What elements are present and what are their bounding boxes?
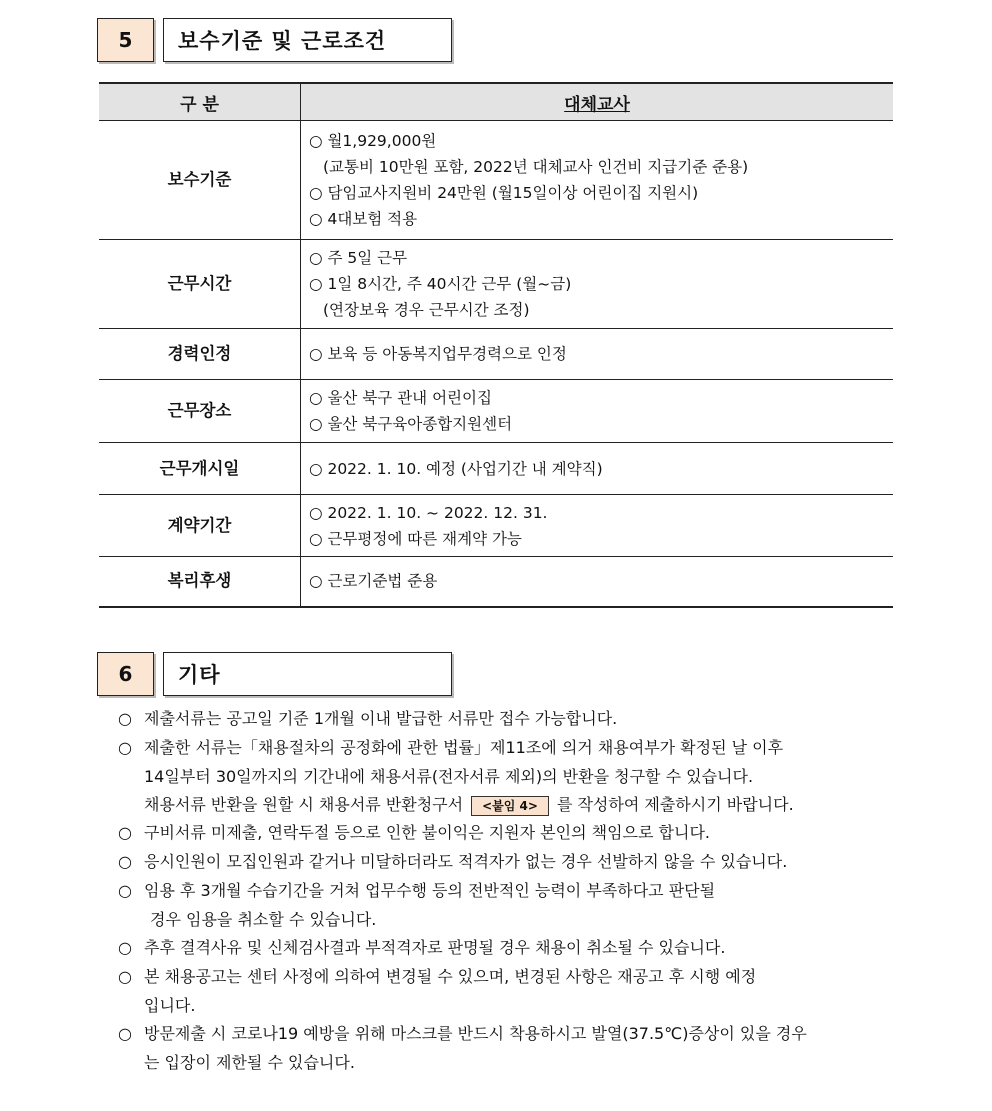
note-text: 방문제출 시 코로나19 예방을 위해 마스크를 반드시 착용하시고 발열(37.5℃)증상이 있을 경우 <box>144 1024 807 1043</box>
header-substitute-teacher: 대체교사 <box>301 83 894 121</box>
note-text: 추후 결격사유 및 신체검사결과 부적격자로 판명될 경우 채용이 취소될 수 있습니다. <box>144 938 726 957</box>
detail-line: ○ 2022. 1. 10. 예정 (사업기간 내 계약직) <box>309 459 603 478</box>
note-text: 제출한 서류는「채용절차의 공정화에 관한 법률」제11조에 의거 채용여부가 확정된 날 이후 <box>144 738 784 757</box>
conditions-table <box>99 82 893 608</box>
detail-line: ○ 월1,929,000원 <box>309 132 437 150</box>
detail-line: ○ 2022. 1. 10. ~ 2022. 12. 31. <box>309 503 548 522</box>
row-category: 근무시간 <box>99 240 301 329</box>
row-category: 계약기간 <box>99 495 301 557</box>
note-text: 본 채용공고는 센터 사정에 의하여 변경될 수 있으며, 변경된 사항은 재공고 후 시행 예정 <box>144 967 757 986</box>
detail-line: (교통비 10만원 포함, 2022년 대체교사 인건비 지급기준 준용) <box>323 158 749 176</box>
row-details <box>301 557 894 607</box>
row-category: 보수기준 <box>99 121 301 240</box>
row-details <box>301 495 894 557</box>
detail-line: ○ 1일 8시간, 주 40시간 근무 (월~금) <box>309 275 572 293</box>
note-text: 제출서류는 공고일 기준 1개월 이내 발급한 서류만 접수 가능합니다. <box>144 709 618 728</box>
note-continuation: 14일부터 30일까지의 기간내에 채용서류(전자서류 제외)의 반환을 청구할 수 있습니다. <box>144 767 754 786</box>
note-text: 임용 후 3개월 수습기간을 거쳐 업무수행 등의 전반적인 능력이 부족하다고 판단될 <box>144 881 716 900</box>
table-row <box>99 443 893 495</box>
attachment-badge: <붙임 4> <box>471 796 549 816</box>
notes-list <box>118 705 908 1077</box>
detail-line: ○ 울산 북구 관내 어린이집 <box>309 389 492 407</box>
section-number: 6 <box>97 652 154 696</box>
bullet-circle: ○ <box>118 1024 132 1043</box>
note-text: 응시인원이 모집인원과 같거나 미달하더라도 적격자가 없는 경우 선발하지 않을 수 있습니다. <box>144 852 788 871</box>
note-continuation: 는 입장이 제한될 수 있습니다. <box>144 1053 355 1072</box>
list-item <box>118 1020 908 1048</box>
bullet-circle: ○ <box>118 709 132 728</box>
bullet-circle: ○ <box>118 823 132 842</box>
row-details <box>301 380 894 443</box>
note-continuation <box>118 791 908 819</box>
detail-line: ○ 근무평정에 따른 재계약 가능 <box>309 529 522 548</box>
row-category: 복리후생 <box>99 557 301 607</box>
detail-line: ○ 근로기준법 준용 <box>309 572 438 591</box>
row-details <box>301 443 894 495</box>
section-title: 보수기준 및 근로조건 <box>163 18 452 62</box>
row-category: 근무장소 <box>99 380 301 443</box>
bullet-circle: ○ <box>118 881 132 900</box>
list-item <box>118 734 908 762</box>
bullet-circle: ○ <box>118 852 132 871</box>
list-item <box>118 934 908 962</box>
table-row <box>99 380 893 443</box>
list-item <box>118 819 908 847</box>
row-category: 경력인정 <box>99 329 301 380</box>
note-text: 구비서류 미제출, 연락두절 등으로 인한 불이익은 지원자 본인의 책임으로 합니다. <box>144 823 710 842</box>
table-row <box>99 121 893 240</box>
row-category: 근무개시일 <box>99 443 301 495</box>
note-continuation: 경우 임용을 취소할 수 있습니다. <box>150 910 377 929</box>
note-text: 를 작성하여 제출하시기 바랍니다. <box>556 795 794 814</box>
list-item <box>118 705 908 733</box>
section-title: 기타 <box>163 652 452 696</box>
table-header-row <box>99 83 893 121</box>
detail-line: ○ 울산 북구육아종합지원센터 <box>309 415 513 433</box>
section-number: 5 <box>97 18 154 62</box>
table-row <box>99 557 893 607</box>
note-text: 채용서류 반환을 원할 시 채용서류 반환청구서 <box>144 795 464 814</box>
detail-line: ○ 담임교사지원비 24만원 (월15일이상 어린이집 지원시) <box>309 184 699 202</box>
list-item <box>118 963 908 991</box>
note-continuation: 입니다. <box>144 996 196 1015</box>
list-item <box>118 848 908 876</box>
bullet-circle: ○ <box>118 938 132 957</box>
row-details <box>301 121 894 240</box>
table-row <box>99 495 893 557</box>
detail-line: ○ 4대보험 적용 <box>309 210 418 228</box>
bullet-circle: ○ <box>118 967 132 986</box>
bullet-circle: ○ <box>118 738 132 757</box>
table-row <box>99 240 893 329</box>
list-item <box>118 877 908 905</box>
header-category: 구 분 <box>99 83 301 121</box>
row-details <box>301 240 894 329</box>
detail-line: ○ 주 5일 근무 <box>309 249 408 267</box>
table-row <box>99 329 893 380</box>
row-details <box>301 329 894 380</box>
detail-line: (연장보육 경우 근무시간 조정) <box>323 301 530 319</box>
detail-line: ○ 보육 등 아동복지업무경력으로 인정 <box>309 345 567 363</box>
